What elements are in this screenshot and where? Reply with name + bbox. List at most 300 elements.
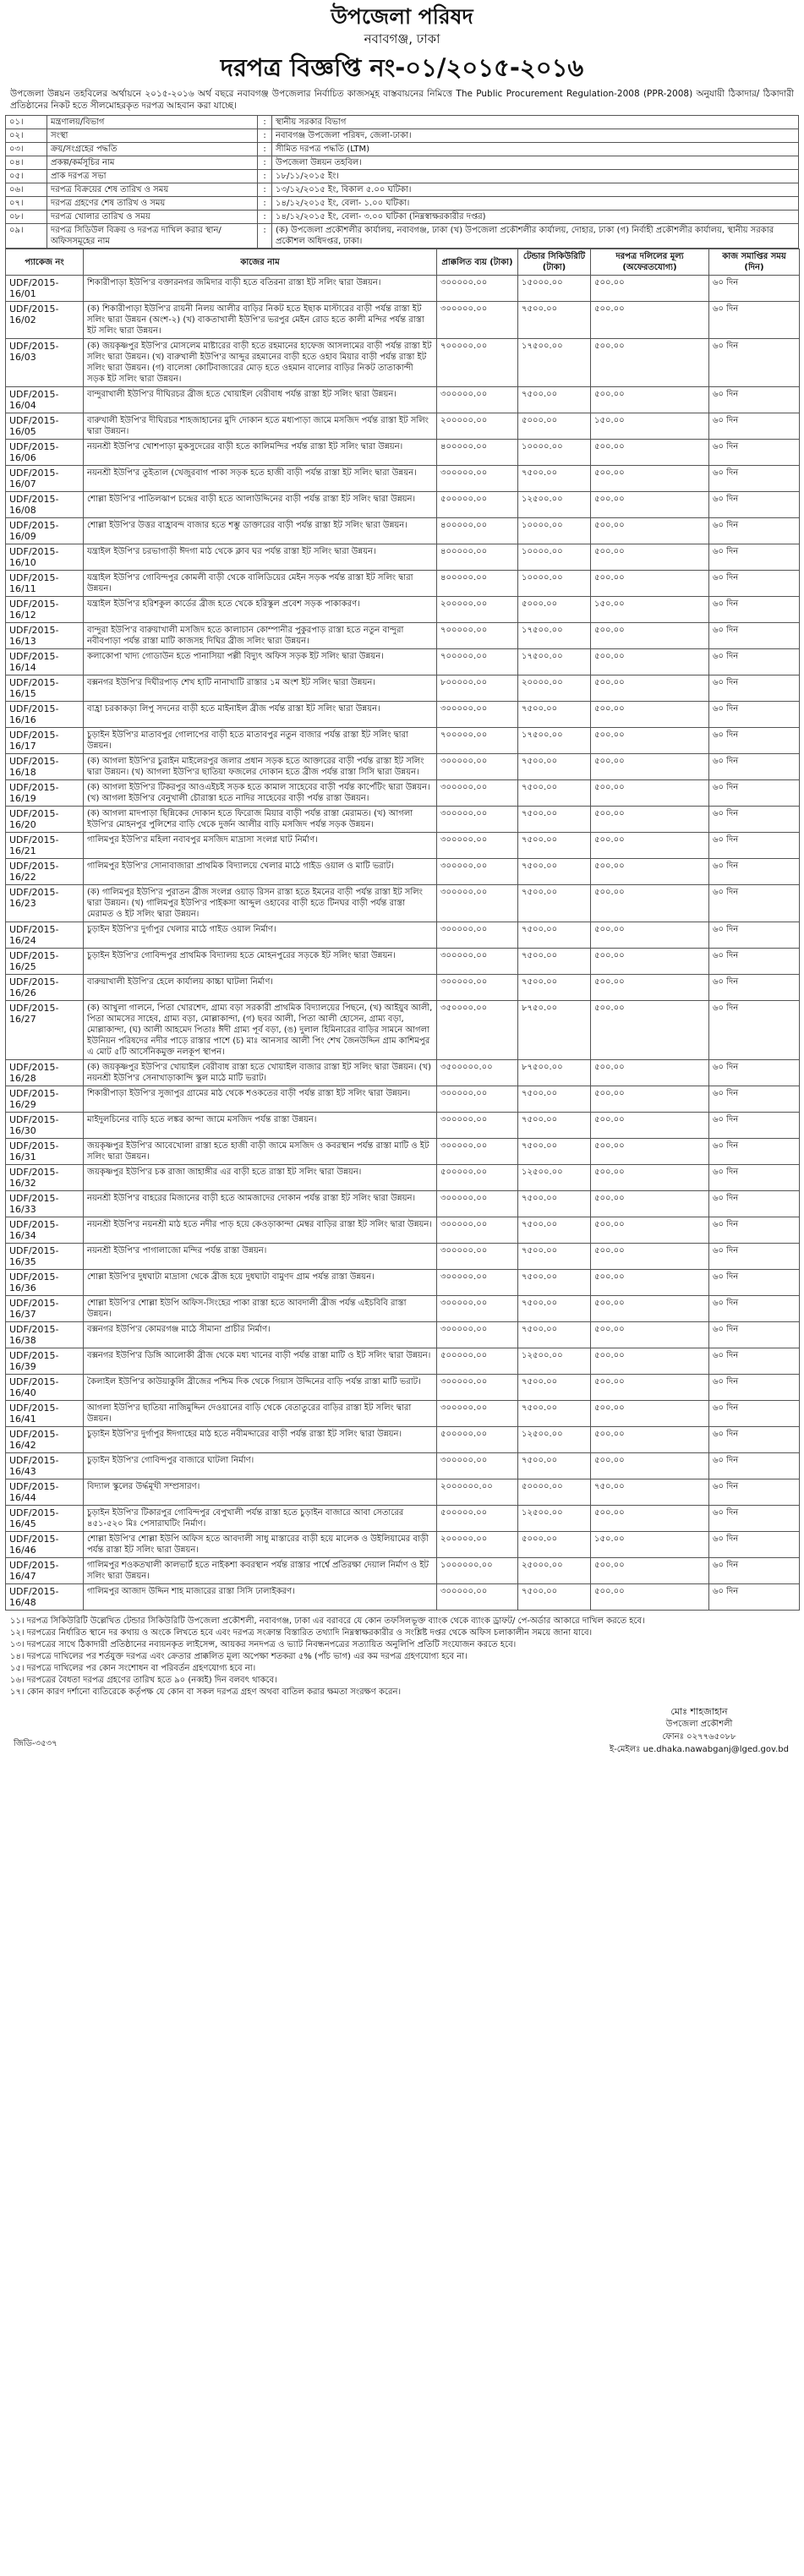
tender-security: ১৭৫০০.০০ — [518, 339, 591, 387]
info-row — [6, 116, 799, 129]
document-price: ৫০০.০০ — [591, 649, 709, 675]
header-package: প্যাকেজ নং — [6, 249, 84, 276]
work-description: শোল্লা ইউপি'র শোল্লা ইউপি অফিস-সিংহের পাকা রাস্তা হতে আবদালী ব্রীজ পর্যন্ত এইচবিবি রাস্তা উন্নয়ন। — [84, 1296, 437, 1322]
package-number: UDF/2015-16/11 — [6, 571, 84, 597]
package-number: UDF/2015-16/30 — [6, 1113, 84, 1139]
info-number: ০৫। — [6, 170, 47, 183]
document-price: ৫০০.০০ — [591, 833, 709, 859]
tender-security: ৭৫০০.০০ — [518, 1086, 591, 1113]
note-item: ১১। দরপত্র সিকিউরিটি উল্লেখিত টেন্ডার সিকিউরিটি উপজেলা প্রকৌশলী, নবাবগঞ্জ, ঢাকা এর বরাবরে যে কোন তফসিলভূক্ত ব্যাংক থেকে ব্যাংক ড্রাফট/ পে-অর্ডার আকারে দাখিল করতে হবে। — [10, 1616, 645, 1626]
package-number: UDF/2015-16/38 — [6, 1322, 84, 1348]
estimated-cost: ৪০০০০০.০০ — [437, 518, 518, 544]
work-description: (ক) আগলা মাদপাড়া ছিন্নিকের দোকান হতে ফিরোজ মিয়ার বাড়ী পর্যন্ত রাস্তা মেরামত। (খ) আগলা ইউপি'র মোহনপুর পুলিশের বাড়ি থেকে দুর্জন আলীর বাড়ি মসজিদ পর্যন্ত সড়ক উন্নয়ন। — [84, 807, 437, 833]
completion-time: ৬০ দিন — [709, 754, 800, 780]
completion-time: ৬০ দিন — [709, 833, 800, 859]
table-row — [6, 518, 800, 544]
tender-security: ৫০০০.০০ — [518, 597, 591, 623]
table-row — [6, 1060, 800, 1086]
info-label: প্রাক দরপত্র সভা — [47, 170, 258, 183]
tender-security: ৭৫০০.০০ — [518, 949, 591, 975]
completion-time: ৬০ দিন — [709, 1244, 800, 1270]
info-value: সীমিত দরপত্র পদ্ধতি (LTM) — [272, 143, 799, 156]
estimated-cost: ৩০০০০০.০০ — [437, 1244, 518, 1270]
info-number: ০৬। — [6, 183, 47, 197]
package-number: UDF/2015-16/13 — [6, 623, 84, 649]
document-price: ৫০০.০০ — [591, 1453, 709, 1479]
table-row — [6, 1165, 800, 1191]
note-item: ১৪। দরপত্রে দাখিলের পর শর্তযুক্ত দরপত্র এবং ক্রেতার প্রাক্কলিত মূল্য অপেক্ষা শতকরা ৫% (পাঁচ ভাগ) এর কম দরপত্র গ্রহণযোগ্য হবে না। — [10, 1652, 468, 1661]
tender-security: ৭৫০০.০০ — [518, 1191, 591, 1217]
work-description: (ক) আগলা ইউপি'র টিকরপুর আওএইচই সড়ক হতে কামাল সাহেবের বাড়ী পর্যন্ত কার্পেটিং দ্বারা উন্নয়ন। (খ) আগলা ইউপি'র বেনুখালী চৌরাস্তা হতে নাদির সাহেবের বাড়ী পর্যন্ত রাস্তা উন্নয়ন। — [84, 780, 437, 807]
completion-time: ৬০ দিন — [709, 1401, 800, 1427]
package-number: UDF/2015-16/28 — [6, 1060, 84, 1086]
document-price: ১৫০.০০ — [591, 1532, 709, 1558]
info-number: ০৯। — [6, 224, 47, 249]
estimated-cost: ২০০০০০.০০ — [437, 413, 518, 440]
estimated-cost: ৩০০০০০.০০ — [437, 387, 518, 413]
work-description: (ক) আখুলা গালনে, পিতা খোরশেদ, গ্রাম্য বড়া সরকারী প্রাথমিক বিদ্যালয়ের পিছনে, (খ) আইয়ুব আলী, পিতা আমসের সাহেব, গ্রাম্য বড়া, মোল্লাকান্দা, (গ) ছবর আলী, পিতা আলী হোসেন, গ্রাম্য বড়া, মোল্লাকান্দা, (ঘ) আলী আহমেদ পিতাঃ ঈদী গ্রাম্য পূর্ব বড়া, (ঙ) দুলাল হিমিনারের বাড়ির সামনে আগলা ইউনিয়ন পরিষদের নদীর পাড়ে রাস্তার পাশে (চ) মাঃ আনসার আলী পিং শেখ জৈনউদ্দিন গ্রাম কাশিমপুর এ মোট ৫টি আর্সেনিকমুক্ত নলকূপ স্থাপন। — [84, 1001, 437, 1060]
package-number: UDF/2015-16/26 — [6, 975, 84, 1001]
work-description: চুড়াইন ইউপি'র টিকারপুর গোবিন্দপুর বেপুখালী পর্যন্ত রাস্তা হতে চুড়াইন বাজারে আবা সেতারের ৪৫১-৫২০ মিঃ পেসারাঘটিং নির্মাণ। — [84, 1506, 437, 1532]
tender-security: ৭৫০০.০০ — [518, 302, 591, 339]
completion-time: ৬০ দিন — [709, 518, 800, 544]
estimated-cost: ২০০০০০০.০০ — [437, 1479, 518, 1506]
document-price: ৫০০.০০ — [591, 623, 709, 649]
estimated-cost: ৩০০০০০.০০ — [437, 807, 518, 833]
tender-security: ৭৫০০.০০ — [518, 1401, 591, 1427]
estimated-cost: ৩০০০০০.০০ — [437, 466, 518, 492]
estimated-cost: ৩০০০০০.০০ — [437, 975, 518, 1001]
document-price: ৫০০.০০ — [591, 1165, 709, 1191]
table-row — [6, 675, 800, 702]
package-number: UDF/2015-16/16 — [6, 702, 84, 728]
document-price: ৫০০.০০ — [591, 1001, 709, 1060]
info-separator: : — [258, 129, 272, 143]
info-value: (ক) উপজেলা প্রকৌশলীর কার্যালয়, নবাবগঞ্জ, ঢাকা (খ) উপজেলা প্রকৌশলীর কার্যালয়, দোহার, ঢাকা (গ) নির্বাহী প্রকৌশলীর কার্যালয়, স্থানীয় সরকার প্রকৌশল অধিদপ্তর, ঢাকা। — [272, 224, 799, 249]
tender-security: ১০০০০.০০ — [518, 571, 591, 597]
completion-time: ৬০ দিন — [709, 922, 800, 949]
package-number: UDF/2015-16/41 — [6, 1401, 84, 1427]
tender-notice-page — [5, 0, 799, 1778]
table-row — [6, 1139, 800, 1165]
package-number: UDF/2015-16/43 — [6, 1453, 84, 1479]
document-price: ৫০০.০০ — [591, 1584, 709, 1611]
completion-time: ৬০ দিন — [709, 1506, 800, 1532]
tender-security: ৭৫০০.০০ — [518, 1296, 591, 1322]
signer-title: উপজেলা প্রকৌশলী — [665, 1720, 733, 1729]
signature-footer — [5, 1705, 799, 1778]
table-row — [6, 1217, 800, 1244]
document-price: ৫০০.০০ — [591, 675, 709, 702]
completion-time: ৬০ দিন — [709, 702, 800, 728]
gd-reference: জিডি-৩৫৩৭ — [14, 1739, 57, 1748]
package-table-header — [6, 249, 800, 276]
tender-security: ১৭৫০০.০০ — [518, 649, 591, 675]
info-row — [6, 224, 799, 249]
table-row — [6, 1244, 800, 1270]
tender-security: ৫০০০.০০ — [518, 413, 591, 440]
table-row — [6, 1532, 800, 1558]
work-description: গালিমপুর ইউপি'র সোনাবাজারা প্রাথমিক বিদ্যালয়ে খেলার মাঠে গাইড ওয়াল ও মাটি ভরাট। — [84, 859, 437, 885]
work-description: বক্সনগর ইউপি'র কোমরগঞ্জ মাঠে সীমানা প্রাচীর নির্মাণ। — [84, 1322, 437, 1348]
work-description: বাহ্রা চরকাকড়া লিপু সদনের বাড়ী হতে মাইনাইল ব্রীজ পর্যন্ত রাস্তা ইট সলিং দ্বারা উন্নয়ন। — [84, 702, 437, 728]
table-row — [6, 571, 800, 597]
document-price: ৫০০.০০ — [591, 922, 709, 949]
document-price: ৫০০.০০ — [591, 492, 709, 518]
estimated-cost: ৪০০০০০.০০ — [437, 440, 518, 466]
tender-security: ৭৫০০.০০ — [518, 1584, 591, 1611]
table-row — [6, 922, 800, 949]
package-number: UDF/2015-16/08 — [6, 492, 84, 518]
tender-security: ৭৫০০.০০ — [518, 1453, 591, 1479]
table-row — [6, 1479, 800, 1506]
work-description: নয়নশ্রী ইউপি'র তুইতাল (খেজুরবাগ পাকা সড়ক হতে হাজী বাড়ী পর্যন্ত রাস্তা ইট সলিং দ্বারা উন্নয়ন। — [84, 466, 437, 492]
work-description: বারুয়াখালী ইউপি'র হেলে কার্যালয় কাচ্চা ঘাটলা নির্মাণ। — [84, 975, 437, 1001]
package-number: UDF/2015-16/25 — [6, 949, 84, 975]
tender-security: ১৫০০০.০০ — [518, 276, 591, 302]
document-price: ৫০০.০০ — [591, 702, 709, 728]
estimated-cost: ৮০০০০০.০০ — [437, 675, 518, 702]
document-price: ৫০০.০০ — [591, 339, 709, 387]
completion-time: ৬০ দিন — [709, 1427, 800, 1453]
work-description: বান্দুরা ইউপি'র বারুয়াখালী মসজিদ হতে কালাচান কোম্পানীর পুকুরপাড় রাস্তা হতে নতুন বান্দুরা নবীবপাড়া পর্যন্ত রাস্তা মাটি কাজসহ দিঘির ব্রীজ সলিং দ্বারা উন্নয়ন। — [84, 623, 437, 649]
package-number: UDF/2015-16/02 — [6, 302, 84, 339]
work-description: নয়নশ্রী ইউপি'র পাগালাজো মন্দির পর্যন্ত রাস্তা উন্নয়ন। — [84, 1244, 437, 1270]
table-row — [6, 623, 800, 649]
header-price: দরপত্র দলিলের মূল্য (অফেরতযোগ্য) — [591, 249, 709, 276]
table-row — [6, 466, 800, 492]
tender-security: ১৭৫০০.০০ — [518, 728, 591, 754]
document-price: ৫০০.০০ — [591, 1427, 709, 1453]
completion-time: ৬০ দিন — [709, 885, 800, 922]
estimated-cost: ৩৫০০০০০.০০ — [437, 1060, 518, 1086]
office-location: নবাবগঞ্জ, ঢাকা — [364, 31, 440, 46]
info-label: দরপত্র বিক্রয়ের শেষ তারিখ ও সময় — [47, 183, 258, 197]
completion-time: ৬০ দিন — [709, 1270, 800, 1296]
tender-security: ৫০০০.০০ — [518, 1532, 591, 1558]
info-label: সংস্থা — [47, 129, 258, 143]
document-price: ৫০০.০০ — [591, 1348, 709, 1375]
completion-time: ৬০ দিন — [709, 1453, 800, 1479]
tender-security: ৮৭৫০.০০ — [518, 1001, 591, 1060]
tender-security: ৮৭৫০০.০০ — [518, 1060, 591, 1086]
estimated-cost: ৩০০০০০.০০ — [437, 1322, 518, 1348]
package-number: UDF/2015-16/48 — [6, 1584, 84, 1611]
estimated-cost: ৭০০০০০.০০ — [437, 339, 518, 387]
tender-security: ৭৫০০.০০ — [518, 702, 591, 728]
tender-security: ৭৫০০.০০ — [518, 833, 591, 859]
document-price: ৫০০.০০ — [591, 466, 709, 492]
package-number: UDF/2015-16/44 — [6, 1479, 84, 1506]
tender-security: ২০০০০.০০ — [518, 675, 591, 702]
document-price: ৫০০.০০ — [591, 1113, 709, 1139]
estimated-cost: ৩০০০০০.০০ — [437, 1191, 518, 1217]
table-row — [6, 702, 800, 728]
work-description: চুড়াইন ইউপি'র দুর্গাপুর খেলার মাঠে গাইড ওয়াল নির্মাণ। — [84, 922, 437, 949]
work-description: গালিমপুর শওকতখালী কালভার্ট হতে নাইকশা কবরস্থান পর্যন্ত রাস্তার পার্শ্বে প্রতিরক্ষা দেয়াল নির্মাণ ও ইট সলিং দ্বারা উন্নয়ন। — [84, 1558, 437, 1584]
document-price: ৫০০.০০ — [591, 728, 709, 754]
tender-security: ৭৫০০.০০ — [518, 1270, 591, 1296]
completion-time: ৬০ দিন — [709, 1060, 800, 1086]
table-row — [6, 885, 800, 922]
info-label: মন্ত্রণালয়/বিভাগ — [47, 116, 258, 129]
document-price: ৫০০.০০ — [591, 1558, 709, 1584]
document-price: ৫০০.০০ — [591, 949, 709, 975]
work-description: যন্ত্রাইল ইউপি'র গোবিন্দপুর কোমলী বাড়ী থেকে বালিডিয়ের মেইন সড়ক পর্যন্ত রাস্তা ইট সলিং দ্বারা উন্নয়ন। — [84, 571, 437, 597]
info-number: ০১। — [6, 116, 47, 129]
table-row — [6, 1401, 800, 1427]
work-description: শোল্লা ইউপি'র দুধঘাটা মাদ্রাসা থেকে ব্রীজ হয়ে দুধঘাটা বামুণদ গ্রাম পর্যন্ত রাস্তা উন্নয়ন। — [84, 1270, 437, 1296]
work-description: (ক) জয়কৃষ্ণপুর ইউপি'র খোয়াইল বেরীবাধ রাস্তা হতে খোয়াইল বাজার রাস্তা ইট সলিং দ্বারা উন্নয়ন। (খ) নয়নশ্রী ইউপি'র সেনাখাড়াকান্দি স্কুল মাঠে মাটি ভরাট। — [84, 1060, 437, 1086]
completion-time: ৬০ দিন — [709, 276, 800, 302]
info-separator: : — [258, 197, 272, 211]
package-number: UDF/2015-16/06 — [6, 440, 84, 466]
info-separator: : — [258, 143, 272, 156]
completion-time: ৬০ দিন — [709, 466, 800, 492]
package-number: UDF/2015-16/05 — [6, 413, 84, 440]
tender-security: ৭৫০০.০০ — [518, 922, 591, 949]
estimated-cost: ৩০০০০০.০০ — [437, 1584, 518, 1611]
notice-title: দরপত্র বিজ্ঞপ্তি নং-০১/২০১৫-২০১৬ — [220, 53, 584, 82]
tender-security: ১২৫০০.০০ — [518, 1348, 591, 1375]
work-description: জয়কৃষ্ণপুর ইউপি'র চক রাজা জাহাঙ্গীর এর বাড়ী হতে রাস্তা ইট সলিং দ্বারা উন্নয়ন। — [84, 1165, 437, 1191]
note-item: ১৩। দরপত্রের সাথে ঠিকাদারী প্রতিষ্ঠানের নবায়নকৃত লাইসেন্স, আয়কর সনদপত্র ও ভ্যাট নিবন্ধনপত্রের সত্যায়িত অনুলিপি প্রতিটি সংযোজন করতে হবে। — [10, 1640, 517, 1649]
estimated-cost: ২০০০০০.০০ — [437, 1532, 518, 1558]
tender-security: ১২৫০০.০০ — [518, 1165, 591, 1191]
work-description: (ক) গালিমপুর ইউপি'র পুরাতন ব্রীজ সংলগ্ন ওয়াড় রিসন রাস্তা হতে ইমনের বাড়ী পর্যন্ত রাস্তা ইট সলিং দ্বারা উন্নয়ন। (খ) গালিমপুর ইউপি'র পাইকসা আব্দুল ওহাবের বাড়ী হতে টিনঘর বাড়ী পর্যন্ত রাস্তা মেরামত ও ইট সলিং দ্বারা উন্নয়ন। — [84, 885, 437, 922]
estimated-cost: ৫০০০০০.০০ — [437, 492, 518, 518]
estimated-cost: ৩০০০০০.০০ — [437, 1270, 518, 1296]
table-row — [6, 1113, 800, 1139]
document-price: ৫০০.০০ — [591, 1244, 709, 1270]
estimated-cost: ৩০০০০০.০০ — [437, 1453, 518, 1479]
package-number: UDF/2015-16/17 — [6, 728, 84, 754]
tender-security: ৭৫০০.০০ — [518, 859, 591, 885]
document-price: ৫০০.০০ — [591, 975, 709, 1001]
work-description: চুড়াইন ইউপি'র দুর্গাপুর ঈদগাহের মাঠ হতে নবীমদ্দারের বাড়ী পর্যন্ত রাস্তা ইট সলিং দ্বারা উন্নয়ন। — [84, 1427, 437, 1453]
completion-time: ৬০ দিন — [709, 387, 800, 413]
completion-time: ৬০ দিন — [709, 1532, 800, 1558]
table-row — [6, 833, 800, 859]
estimated-cost: ৩০০০০০.০০ — [437, 949, 518, 975]
note-item: ১৫। দরপত্রে দাখিলের পর কোন সংশোধন বা পরিবর্তন গ্রহণযোগ্য হবে না। — [10, 1664, 256, 1673]
tender-security: ১০০০০.০০ — [518, 544, 591, 571]
table-row — [6, 807, 800, 833]
info-row — [6, 183, 799, 197]
table-row — [6, 387, 800, 413]
estimated-cost: ৩০০০০০.০০ — [437, 833, 518, 859]
estimated-cost: ২০০০০০.০০ — [437, 597, 518, 623]
package-number: UDF/2015-16/20 — [6, 807, 84, 833]
document-price: ৫০০.০০ — [591, 571, 709, 597]
package-number: UDF/2015-16/10 — [6, 544, 84, 571]
document-price: ১৫০.০০ — [591, 597, 709, 623]
header-time: কাজ সমাপ্তির সময় (দিন) — [709, 249, 800, 276]
document-price: ৫০০.০০ — [591, 1270, 709, 1296]
estimated-cost: ৫০০০০০.০০ — [437, 1427, 518, 1453]
work-description: বান্দুরাখালী ইউপি'র দীঘিরচর ব্রীজ হতে খোয়াইল বেরীবাধ পর্যন্ত রাস্তা ইট সলিং দ্বারা উন্নয়ন। — [84, 387, 437, 413]
info-row — [6, 156, 799, 170]
work-description: জয়কৃষ্ণপুর ইউপি'র আবেখোলা রাস্তা হতে হাজী বাড়ী জামে মসজিদ ও কবরস্থান পর্যন্ত রাস্তা মাটি ও ইট সলিং দ্বারা উন্নয়ন। — [84, 1139, 437, 1165]
work-description: শোল্লা ইউপি'র উত্তর বাহ্রাবন্দ বাজার হতে শম্ভু ডাক্তারের বাড়ী পর্যন্ত রাস্তা ইট সলিং দ্বারা উন্নয়ন। — [84, 518, 437, 544]
completion-time: ৬০ দিন — [709, 1584, 800, 1611]
completion-time: ৬০ দিন — [709, 1165, 800, 1191]
table-row — [6, 339, 800, 387]
info-number: ০৪। — [6, 156, 47, 170]
info-row — [6, 170, 799, 183]
completion-time: ৬০ দিন — [709, 728, 800, 754]
tender-security: ৭৫০০.০০ — [518, 807, 591, 833]
info-label: দরপত্র সিডিউল বিক্রয় ও দরপত্র দাখিল করার স্থান/অফিসসমূহের নাম — [47, 224, 258, 249]
work-description: (ক) শিকারীপাড়া ইউপি'র রায়নী নিলয় আলীর বাড়ির নিকট হতে ইছাক মাস্টারের বাড়ী পর্যন্ত রাস্তা ইট সলিং দ্বারা উন্নয়ন (অংশ-২) (খ) বাকতাখালী ইউপি'র ভরপুর মেইন রোড হতে কালী মন্দির পর্যন্ত রাস্তা ইট সলিং দ্বারা উন্নয়ন। — [84, 302, 437, 339]
completion-time: ৬০ দিন — [709, 571, 800, 597]
table-row — [6, 949, 800, 975]
work-description: চুড়াইন ইউপি'র গোবিন্দপুর বাজারে ঘাটলা নির্মাণ। — [84, 1453, 437, 1479]
signer-name: মোঃ শাহজাহান — [670, 1706, 728, 1717]
table-row — [6, 1348, 800, 1375]
info-label: ক্রয়/সংগ্রহের পদ্ধতি — [47, 143, 258, 156]
estimated-cost: ৩০০০০০.০০ — [437, 702, 518, 728]
package-number: UDF/2015-16/31 — [6, 1139, 84, 1165]
document-price: ৫০০.০০ — [591, 276, 709, 302]
estimated-cost: ৫০০০০০.০০ — [437, 1165, 518, 1191]
info-number: ০৮। — [6, 211, 47, 224]
table-row — [6, 1322, 800, 1348]
tender-security: ৭৫০০.০০ — [518, 1217, 591, 1244]
document-price: ৫০০.০০ — [591, 387, 709, 413]
estimated-cost: ৩০০০০০.০০ — [437, 1375, 518, 1401]
package-number: UDF/2015-16/14 — [6, 649, 84, 675]
work-description: চুড়াইন ইউপি'র মাতাবপুর গোলাপের বাড়ী হতে মাতাবপুর নতুন বাজার পর্যন্ত রাস্তা ইট সলিং দ্বারা উন্নয়ন। — [84, 728, 437, 754]
document-price: ৫০০.০০ — [591, 1060, 709, 1086]
info-value: ১৪/১২/২০১৫ ইং, বেলা- ১.০০ ঘটিকা। — [272, 197, 799, 211]
info-separator: : — [258, 116, 272, 129]
info-value: ১৩/১২/২০১৫ ইং, বিকাল ৫.০০ ঘটিকা। — [272, 183, 799, 197]
completion-time: ৬০ দিন — [709, 649, 800, 675]
info-value: উপজেলা উন্নয়ন তহবিল। — [272, 156, 799, 170]
completion-time: ৬০ দিন — [709, 1191, 800, 1217]
package-table — [5, 249, 800, 1611]
table-row — [6, 780, 800, 807]
work-description: নয়নশ্রী ইউপি'র বাহরের মিজানের বাড়ী হতে আমজাদের দোকান পর্যন্ত রাস্তা ইট সলিং দ্বারা উন্নয়ন। — [84, 1191, 437, 1217]
info-value: নবাবগঞ্জ উপজেলা পরিষদ, জেলা-ঢাকা। — [272, 129, 799, 143]
estimated-cost: ৭০০০০০.০০ — [437, 728, 518, 754]
table-row — [6, 1584, 800, 1611]
table-row — [6, 544, 800, 571]
package-number: UDF/2015-16/34 — [6, 1217, 84, 1244]
header-work: কাজের নাম — [84, 249, 437, 276]
work-description: বারুখালী ইউপি'র দীঘিরচর শাহজাহানের মুদি দোকান হতে মধ্যপাড়া জামে মসজিদ পর্যন্ত রাস্তা ইট সলিং দ্বারা উন্নয়ন। — [84, 413, 437, 440]
document-price: ৫০০.০০ — [591, 1191, 709, 1217]
info-value: স্থানীয় সরকার বিভাগ — [272, 116, 799, 129]
estimated-cost: ৩৫০০০০.০০ — [437, 1001, 518, 1060]
info-separator: : — [258, 224, 272, 249]
tender-security: ৭৫০০.০০ — [518, 466, 591, 492]
table-row — [6, 1001, 800, 1060]
completion-time: ৬০ দিন — [709, 339, 800, 387]
work-description: নয়নশ্রী ইউপি'র নয়নশ্রী মাঠ হতে নদীর পাড় হয়ে কেওড়াকান্দা মেম্বর বাড়ির রাস্তা ইট সলিং দ্বারা উন্নয়ন। — [84, 1217, 437, 1244]
estimated-cost: ৩০০০০০.০০ — [437, 1401, 518, 1427]
completion-time: ৬০ দিন — [709, 1322, 800, 1348]
tender-security: ৫০০০০.০০ — [518, 1479, 591, 1506]
info-table — [5, 115, 799, 249]
document-price: ৫০০.০০ — [591, 1506, 709, 1532]
document-price: ৭৫০.০০ — [591, 1479, 709, 1506]
estimated-cost: ৩০০০০০.০০ — [437, 885, 518, 922]
work-description: যন্ত্রাইল ইউপি'র হরিশকুল কার্ডের ব্রীজ হতে খেকে হরিস্কুল প্রবেশ সড়ক পাকাকরণ। — [84, 597, 437, 623]
note-item: ১৭। কোন কারণ দর্শানো ব্যতিরেকে কর্তৃপক্ষ যে কোন বা সকল দরপত্র গ্রহণ অথবা বাতিল করার ক্ষমতা সংরক্ষণ করেন। — [10, 1687, 402, 1697]
info-separator: : — [258, 211, 272, 224]
info-row — [6, 129, 799, 143]
completion-time: ৬০ দিন — [709, 1217, 800, 1244]
work-description: শিকারীপাড়া ইউপি'র সুজাপুর গ্রামের মাঠ থেকে শওকতের বাড়ী পর্যন্ত রাস্তা ইট সলিং দ্বারা উন্নয়ন। — [84, 1086, 437, 1113]
tender-security: ৭৫০০.০০ — [518, 1139, 591, 1165]
completion-time: ৬০ দিন — [709, 1001, 800, 1060]
document-price: ৫০০.০০ — [591, 1322, 709, 1348]
work-description: কলাকোপা খাদ্য গোডাউন হতে পানাসিয়া পল্লী বিদ্যুৎ অফিস সড়ক ইট সলিং দ্বারা উন্নয়ন। — [84, 649, 437, 675]
completion-time: ৬০ দিন — [709, 544, 800, 571]
tender-security: ৭৫০০.০০ — [518, 1322, 591, 1348]
package-number: UDF/2015-16/32 — [6, 1165, 84, 1191]
work-description: গালিমপুর ইউপি'র মহিলা নবাবপুর মসজিদ মাদ্রাসা সংলগ্ন ঘাট নির্মাণ। — [84, 833, 437, 859]
note-item: ১২। দরপত্রের নির্ধারিত স্থানে দর কথায় ও অংকে লিখতে হবে এবং দরপত্র সংক্রান্ত বিস্তারিত তথ্যাদি নিম্নস্বাক্ষরকারীর ও সংশ্লিষ্ট দপ্তর থেকে অফিস চলাকালীন সময়ে জানা যাবে। — [10, 1628, 593, 1638]
estimated-cost: ৫০০০০০.০০ — [437, 1506, 518, 1532]
work-description: শোল্লা ইউপি'র পাতিলঝাপ চন্দ্রের বাড়ী হতে আলাউদ্দিনের বাড়ী পর্যন্ত রাস্তা ইট সলিং দ্বারা উন্নয়ন। — [84, 492, 437, 518]
table-row — [6, 413, 800, 440]
work-description: শোল্লা ইউপি'র শোল্লা ইউপি অফিস হতে আবদালী সাধু মাস্তারের বাড়ী হয়ে মালেক ও উইলিয়ামের বাড়ী পর্যন্ত রাস্তা ইট সলিং দ্বারা উন্নয়ন। — [84, 1532, 437, 1558]
document-price: ৫০০.০০ — [591, 754, 709, 780]
completion-time: ৬০ দিন — [709, 1139, 800, 1165]
package-number: UDF/2015-16/45 — [6, 1506, 84, 1532]
package-number: UDF/2015-16/03 — [6, 339, 84, 387]
table-row — [6, 859, 800, 885]
estimated-cost: ৩০০০০০.০০ — [437, 780, 518, 807]
signature-block — [610, 1705, 789, 1756]
table-row — [6, 1453, 800, 1479]
completion-time: ৬০ দিন — [709, 1558, 800, 1584]
completion-time: ৬০ দিন — [709, 1113, 800, 1139]
package-number: UDF/2015-16/23 — [6, 885, 84, 922]
completion-time: ৬০ দিন — [709, 1375, 800, 1401]
completion-time: ৬০ দিন — [709, 1296, 800, 1322]
document-price: ৫০০.০০ — [591, 302, 709, 339]
table-row — [6, 276, 800, 302]
table-row — [6, 975, 800, 1001]
table-row — [6, 492, 800, 518]
work-description: (ক) আগলা ইউপি'র চুরাইন মাইলেরপুর জলার প্রধান সড়ক হতে আক্তারের বাড়ী পর্যন্ত রাস্তা ইট সলিং দ্বারা উন্নয়ন। (খ) আগলা ইউপি'র ছাতিয়া ফজলের দোকান হতে ব্রীজ পর্যন্ত রাস্তা সিসি দ্বারা উন্নয়ন। — [84, 754, 437, 780]
info-label: দরপত্র গ্রহণের শেষ তারিখ ও সময় — [47, 197, 258, 211]
document-price: ৫০০.০০ — [591, 1296, 709, 1322]
info-row — [6, 197, 799, 211]
info-label: প্রকল্প/কর্মসূচির নাম — [47, 156, 258, 170]
package-number: UDF/2015-16/29 — [6, 1086, 84, 1113]
tender-security: ৭৫০০.০০ — [518, 780, 591, 807]
terms-notes — [10, 1616, 794, 1698]
package-number: UDF/2015-16/04 — [6, 387, 84, 413]
package-number: UDF/2015-16/33 — [6, 1191, 84, 1217]
intro-paragraph: উপজেলা উন্নয়ন তহবিলের অর্থায়নে ২০১৫-২০১৬ অর্থ বছরে নবাবগঞ্জ উপজেলার নির্বাচিত কাজসমূহ বাস্তবায়নের নিমিত্তে The Public Procurement Regulation-2008 (PPR-2008) অনুযায়ী ঠিকাদার/ ঠিকাদারী প্রতিষ্ঠানের নিকট হতে সীলমোহরকৃত দরপত্র আহবান করা যাচ্ছে। — [10, 89, 794, 111]
estimated-cost: ৩০০০০০.০০ — [437, 1217, 518, 1244]
package-number: UDF/2015-16/24 — [6, 922, 84, 949]
document-price: ৫০০.০০ — [591, 859, 709, 885]
work-description: আগলা ইউপি'র ছাতিয়া নাজিমুদ্দিন দেওয়ানের বাড়ি থেকে বেতাতুরের বাড়ির রাস্তা ইট সলিং দ্বারা উন্নয়ন। — [84, 1401, 437, 1427]
completion-time: ৬০ দিন — [709, 859, 800, 885]
package-number: UDF/2015-16/27 — [6, 1001, 84, 1060]
document-price: ৫০০.০০ — [591, 518, 709, 544]
work-description: যন্ত্রাইল ইউপি'র চরভাগাড়ী ঈদগা মাঠ থেকে ক্লাব ঘর পর্যন্ত রাস্তা ইট সলিং দ্বারা উন্নয়ন। — [84, 544, 437, 571]
package-number: UDF/2015-16/47 — [6, 1558, 84, 1584]
completion-time: ৬০ দিন — [709, 302, 800, 339]
